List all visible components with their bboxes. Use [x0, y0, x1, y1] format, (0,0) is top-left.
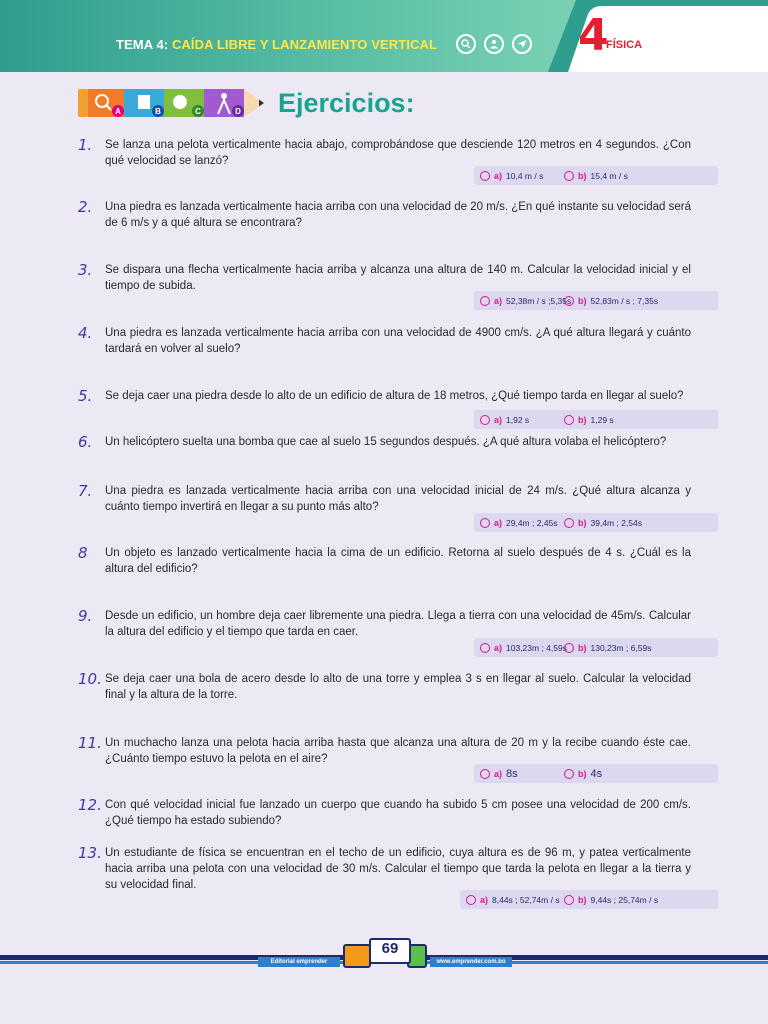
- option-value: 8,44s ; 52,74m / s: [492, 894, 560, 905]
- option-value: 39,4m ; 2,54s: [590, 517, 643, 528]
- chapter-title: [116, 37, 437, 52]
- answer-option-a[interactable]: [466, 891, 560, 908]
- header-icons: [456, 34, 532, 54]
- option-value: 1,92 s: [506, 414, 530, 425]
- answer-options: [460, 890, 718, 909]
- send-icon[interactable]: [512, 34, 532, 54]
- exercise-text: Desde un edificio, un hombre deja caer libremente una piedra. Llega a tierra con una velocidad de 45m/s. Calcular la altura del edificio y el tiempo que tarda en caer.: [105, 610, 691, 638]
- page-number: 69: [381, 940, 399, 957]
- exercise-number: 3.: [78, 261, 93, 279]
- answer-options: [474, 291, 718, 310]
- exercise-number: 6.: [78, 433, 93, 451]
- exercises-pencil-banner: [78, 86, 270, 120]
- exercise-text: Un estudiante de física se encuentran en el techo de un edificio, cuya altura es de 96 m, y patea verticalmente hacia arriba una pelota con una velocidad de 30 m/s. Calcular el tiempo que tarda la pelota en llegar a la tierra y su velocidad final.: [105, 847, 691, 891]
- pencil-letter-c: C: [195, 107, 201, 116]
- option-value: 103,23m ; 4,59s: [506, 642, 567, 653]
- radio-circle-icon[interactable]: [480, 518, 490, 528]
- option-label: a): [494, 170, 503, 181]
- exercises-title: Ejercicios:: [278, 88, 415, 118]
- users-device-icon: [343, 944, 371, 968]
- answer-options: [474, 410, 718, 429]
- subject-label: FÍSICA: [606, 39, 643, 51]
- radio-circle-icon[interactable]: [564, 643, 574, 653]
- option-value: 10,4 m / s: [506, 170, 544, 181]
- answer-option-a[interactable]: [480, 292, 571, 309]
- exercise-number: 13.: [78, 844, 102, 862]
- option-label: b): [578, 642, 587, 653]
- option-label: b): [578, 295, 587, 306]
- option-value: 15,4 m / s: [590, 170, 628, 181]
- answer-option-b[interactable]: [564, 167, 628, 184]
- exercise-number: 5.: [78, 387, 93, 405]
- option-value: 8s: [506, 767, 518, 780]
- answer-option-a[interactable]: [480, 765, 518, 782]
- exercise-text: Una piedra es lanzada verticalmente hacia arriba con una velocidad de 20 m/s. ¿En qué instante su velocidad será de 6 m/s y a qué altura se encontrara?: [105, 201, 691, 229]
- exercise-number: 2.: [78, 198, 93, 216]
- option-label: a): [494, 517, 503, 528]
- option-value: 130,23m ; 6,59s: [590, 642, 652, 653]
- option-label: b): [578, 894, 587, 905]
- option-label: a): [494, 414, 503, 425]
- exercise-text: Un muchacho lanza una pelota hacia arriba hasta que alcanza una altura de 20 m y la recibe cuando éste cae. ¿Cuánto tiempo estuvo la pelota en el aire?: [105, 737, 691, 765]
- radio-circle-icon[interactable]: [480, 296, 490, 306]
- user-icon[interactable]: [484, 34, 504, 54]
- exercise-text: Se deja caer una bola de acero desde lo alto de una torre y emplea 3 s en llegar al suelo. Calcular la velocidad final y la altura de la torre.: [105, 673, 691, 701]
- pencil-letter-b: B: [155, 107, 161, 116]
- option-value: 4s: [590, 767, 603, 780]
- answer-option-b[interactable]: [564, 411, 614, 428]
- option-label: a): [494, 295, 503, 306]
- radio-circle-icon[interactable]: [480, 171, 490, 181]
- footer-publisher: Editorial emprender: [258, 957, 340, 967]
- footer-website[interactable]: www.emprender.com.bo: [430, 957, 512, 967]
- answer-option-b[interactable]: [564, 765, 602, 782]
- option-label: b): [578, 768, 587, 779]
- chapter-topic: CAÍDA LIBRE Y LANZAMIENTO VERTICAL: [171, 37, 438, 52]
- exercise-number: 10.: [78, 670, 102, 688]
- answer-options: [474, 638, 718, 657]
- exercise-text: Se lanza una pelota verticalmente hacia abajo, comprobándose que desciende 120 metros en 4 segundos. ¿Con qué velocidad se lanzó?: [105, 139, 691, 167]
- answer-option-b[interactable]: [564, 639, 651, 656]
- subject-number: 4: [578, 10, 609, 61]
- option-label: a): [480, 894, 489, 905]
- exercise-text: Un objeto es lanzado verticalmente hacia la cima de un edificio. Retorna al suelo después de 4 s. ¿Cuál es la altura del edificio?: [105, 547, 691, 575]
- radio-circle-icon[interactable]: [480, 769, 490, 779]
- option-value: 52,83m / s ; 7,35s: [590, 295, 659, 306]
- exercise-text: Se dispara una flecha verticalmente hacia arriba y alcanza una altura de 140 m. Calcular la velocidad inicial y el tiempo de subida.: [105, 264, 691, 292]
- exercise-number: 9.: [78, 607, 93, 625]
- exercise-text: Se deja caer una piedra desde lo alto de un edificio de altura de 18 metros, ¿Qué tiempo tarda en llegar al suelo?: [105, 390, 684, 402]
- page-header: [0, 0, 768, 72]
- answer-option-a[interactable]: [480, 167, 543, 184]
- exercise-number: 11.: [78, 734, 102, 752]
- radio-circle-icon[interactable]: [564, 769, 574, 779]
- option-label: b): [578, 414, 587, 425]
- exercise-number: 4.: [78, 324, 93, 342]
- exercise-text: Una piedra es lanzada verticalmente hacia arriba con una velocidad inicial de 24 m/s. ¿Qué altura alcanza y cuánto tiempo invertirá en llegar a su punto más alto?: [105, 485, 691, 513]
- exercise-number: 8: [78, 544, 88, 562]
- exercise-number: 7.: [78, 482, 93, 500]
- answer-options: [474, 513, 718, 532]
- exercise-text: Un helicóptero suelta una bomba que cae al suelo 15 segundos después. ¿A qué altura volaba el helicóptero?: [105, 436, 667, 448]
- answer-option-a[interactable]: [480, 514, 558, 531]
- option-value: 29,4m ; 2,45s: [506, 517, 558, 528]
- option-label: a): [494, 768, 503, 779]
- radio-circle-icon[interactable]: [466, 895, 476, 905]
- pencil-letter-a: A: [115, 107, 121, 116]
- exercise-text: Una piedra es lanzada verticalmente hacia arriba con una velocidad de 4900 cm/s. ¿A qué altura llegará y cuánto tardará en volver al suelo?: [105, 327, 691, 355]
- option-value: 9,44s ; 25,74m / s: [590, 894, 659, 905]
- radio-circle-icon[interactable]: [480, 415, 490, 425]
- answer-option-b[interactable]: [564, 292, 658, 309]
- option-value: 1,29 s: [590, 414, 614, 425]
- answer-option-b[interactable]: [564, 514, 642, 531]
- answer-option-b[interactable]: [564, 891, 658, 908]
- chapter-prefix: TEMA 4:: [116, 37, 169, 52]
- radio-circle-icon[interactable]: [480, 643, 490, 653]
- radio-circle-icon[interactable]: [564, 518, 574, 528]
- option-label: b): [578, 170, 587, 181]
- radio-circle-icon[interactable]: [564, 415, 574, 425]
- option-label: b): [578, 517, 587, 528]
- radio-circle-icon[interactable]: [564, 895, 574, 905]
- search-icon[interactable]: [456, 34, 476, 54]
- exercise-text: Con qué velocidad inicial fue lanzado un cuerpo que cuando ha subido 5 cm posee una velocidad de 200 cm/s. ¿Qué tiempo ha estado subiendo?: [105, 799, 691, 827]
- option-value: 52,38m / s ;5,35s: [506, 295, 572, 306]
- option-label: a): [494, 642, 503, 653]
- radio-circle-icon[interactable]: [564, 171, 574, 181]
- answer-option-a[interactable]: [480, 639, 567, 656]
- answer-options: [474, 764, 718, 783]
- answer-option-a[interactable]: [480, 411, 529, 428]
- exercise-number: 12.: [78, 796, 102, 814]
- pencil-letter-d: D: [235, 107, 241, 116]
- exercise-number: 1.: [78, 136, 93, 154]
- answer-options: [474, 166, 718, 185]
- radio-circle-icon[interactable]: [564, 296, 574, 306]
